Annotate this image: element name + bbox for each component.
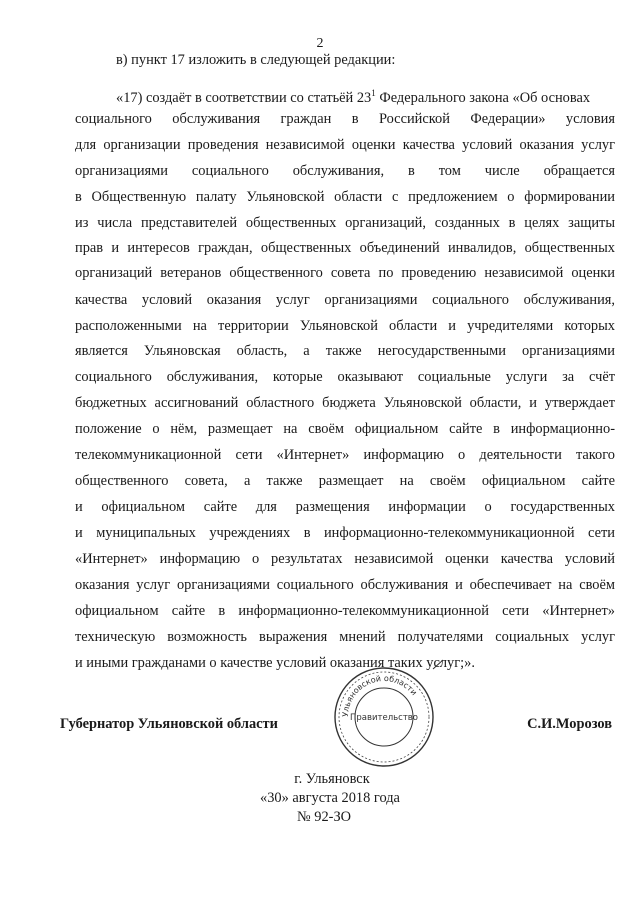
- paragraph-line: оказания услуг организациями социального обслуживания и обеспечивает на своём: [75, 577, 615, 593]
- paragraph-line: социального обслуживания граждан в Российской Федерации» условия: [75, 111, 615, 127]
- footer-law-number: № 92-ЗО: [296, 809, 352, 825]
- paragraph-line: социального обслуживания, которые оказывают социальные услуги за счёт: [75, 369, 615, 385]
- signatory-name: С.И.Морозов: [527, 716, 612, 732]
- paragraph-line: телекоммуникационной сети «Интернет» информацию о деятельности такого: [75, 447, 615, 463]
- paragraph-line: и муниципальных учреждениях в информационно-телекоммуникационной сети: [75, 525, 615, 541]
- paragraph-line-text: «17) создаёт в соответствии со статьёй 23: [116, 89, 372, 106]
- page-number: 2: [316, 36, 324, 51]
- paragraph-line: бюджетных ассигнований областного бюджета Ульяновской области, и утверждает: [75, 395, 615, 411]
- paragraph-line: [116, 84, 615, 107]
- paragraph-line-text: Федерального закона «Об основах: [375, 89, 591, 106]
- paragraph-line: расположенными на территории Ульяновской области и учредителями которых: [75, 318, 615, 334]
- paragraph-line: для организации проведения независимой оценки качества условий оказания услуг: [75, 137, 615, 153]
- paragraph-line: прав и интересов граждан, общественных объединений инвалидов, общественных: [75, 240, 615, 256]
- signatory-title: Губернатор Ульяновской области: [60, 716, 278, 732]
- paragraph-line: положение о нём, размещает на своём официальном сайте в информационно-: [75, 421, 615, 437]
- paragraph-line: общественного совета, а также размещает на своём официальном сайте: [75, 473, 615, 489]
- article-superscript: 1: [371, 88, 376, 98]
- paragraph-line: официальном сайте в информационно-телекоммуникационной сети «Интернет»: [75, 603, 615, 619]
- paragraph-line: «Интернет» информацию о результатах независимой оценки качества условий: [75, 551, 615, 567]
- paragraph-line: организаций ветеранов общественного совета по проведению независимой оценки: [75, 265, 615, 281]
- footer-city: г. Ульяновск: [294, 771, 370, 787]
- amendment-intro: в) пункт 17 изложить в следующей редакции:: [116, 52, 396, 68]
- paragraph-line: и иными гражданами о качестве условий оказания таких услуг;».: [75, 655, 475, 671]
- paragraph-line: в Общественную палату Ульяновской области с предложением о формировании: [75, 189, 615, 205]
- document-footer: [0, 770, 640, 827]
- paragraph-line: является Ульяновская область, а также негосударственными организациями: [75, 343, 615, 359]
- seal-ring-text: [341, 674, 419, 717]
- seal-ring-text-path: Ульяновской области: [340, 673, 419, 718]
- paragraph-line: из числа представителей общественных организаций, созданных в целях защиты: [75, 215, 615, 231]
- seal-center-text: Правительство: [350, 713, 418, 723]
- paragraph-line: организациями социального обслуживания, в том числе обращается: [75, 163, 615, 179]
- footer-date: «30» августа 2018 года: [260, 790, 400, 806]
- paragraph-line: качества условий оказания услуг организациями социального обслуживания,: [75, 292, 615, 308]
- paragraph-line: и официальном сайте для размещения информации о государственных: [75, 499, 615, 515]
- signature-block: [60, 716, 620, 746]
- paragraph-line: техническую возможность выражения мнений получателями социальных услуг: [75, 629, 615, 645]
